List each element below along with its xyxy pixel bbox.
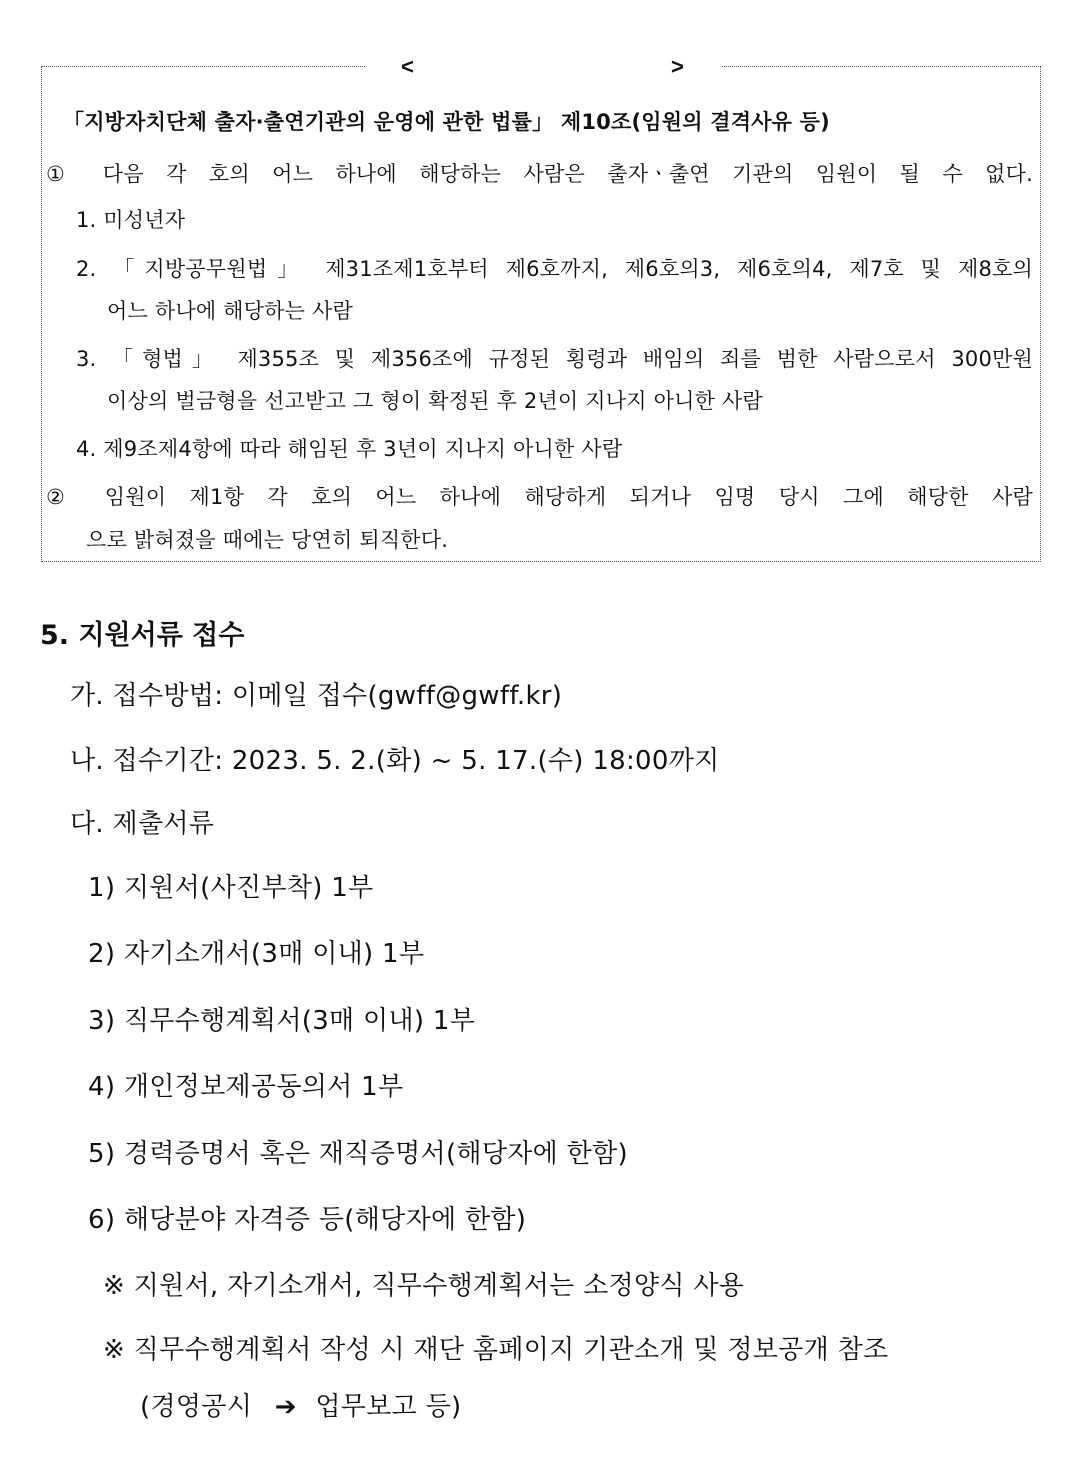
note-plan-reference-cont — [140, 1388, 461, 1426]
note-form-usage: ※ 지원서, 자기소개서, 직무수행계획서는 소정양식 사용 — [103, 1271, 745, 1301]
note-plan-reference: ※ 직무수행계획서 작성 시 재단 홈페이지 기관소개 및 정보공개 참조 — [103, 1335, 889, 1365]
law-paragraph-2: ② 임원이 제1항 각 호의 어느 하나에 해당하게 되거나 임명 당시 그에 해당한 사람 — [46, 485, 1033, 509]
section-heading: 5. 지원서류 접수 — [40, 620, 245, 651]
document-item: 4) 개인정보제공동의서 1부 — [88, 1072, 404, 1102]
note-reference-target: 업무보고 등) — [315, 1392, 462, 1422]
law-paragraph-2-cont: 으로 밝혀졌을 때에는 당연히 퇴직한다. — [86, 528, 449, 552]
law-title: 「지방자치단체 출자·출연기관의 운영에 관한 법률」 제10조(임원의 결격사유 등) — [63, 110, 830, 134]
law-item-1: 1. 미성년자 — [76, 208, 186, 232]
law-item-2-cont: 어느 하나에 해당하는 사람 — [107, 299, 353, 323]
note-reference-source: (경영공시 — [140, 1392, 253, 1422]
law-item-2: 2. 「지방공무원법」 제31조제1호부터 제6호까지, 제6호의3, 제6호의4, 제7호 및 제8호의 — [76, 257, 1033, 281]
document-item: 5) 경력증명서 혹은 재직증명서(해당자에 한함) — [88, 1139, 628, 1169]
box-caption — [365, 50, 721, 84]
law-item-4: 4. 제9조제4항에 따라 해임된 후 3년이 지나지 아니한 사람 — [76, 437, 623, 461]
caption-left-bracket: < — [401, 54, 414, 79]
document-item: 3) 직무수행계획서(3매 이내) 1부 — [88, 1006, 476, 1036]
documents-heading: 다. 제출서류 — [70, 809, 215, 839]
document-item: 6) 해당분야 자격증 등(해당자에 한함) — [88, 1205, 527, 1235]
law-paragraph-1: ① 다음 각 호의 어느 하나에 해당하는 사람은 출자ㆍ출연 기관의 임원이 될 수 없다. — [46, 162, 1033, 186]
submission-method: 가. 접수방법: 이메일 접수(gwff@gwff.kr) — [70, 681, 563, 711]
caption-right-bracket: > — [671, 54, 684, 79]
document-item: 1) 지원서(사진부착) 1부 — [88, 873, 374, 903]
document-item: 2) 자기소개서(3매 이내) 1부 — [88, 939, 425, 969]
law-item-3-cont: 이상의 벌금형을 선고받고 그 형이 확정된 후 2년이 지나지 아니한 사람 — [107, 389, 763, 413]
law-item-3: 3. 「형법」 제355조 및 제356조에 규정된 횡령과 배임의 죄를 범한 사람으로서 300만원 — [76, 347, 1033, 371]
submission-period: 나. 접수기간: 2023. 5. 2.(화) ~ 5. 17.(수) 18:00까지 — [70, 746, 720, 776]
right-arrow-icon: ➔ — [274, 1392, 297, 1422]
